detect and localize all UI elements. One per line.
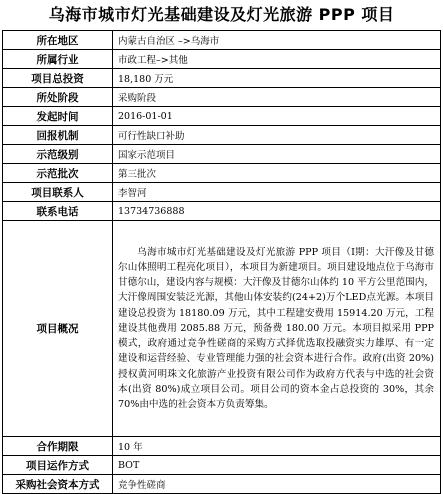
row-label: 项目联系人 [3,183,113,202]
row-label: 采购社会资本方式 [3,475,113,494]
row-value: 内蒙古自治区 –>乌海市 [113,31,441,50]
row-label: 回报机制 [3,126,113,145]
table-row [3,107,441,126]
row-value: 可行性缺口补助 [113,126,441,145]
row-value: 竞争性磋商 [113,475,441,494]
row-value: 第三批次 [113,164,441,183]
row-label: 联系电话 [3,202,113,221]
row-value: 10 年 [113,437,441,456]
table-row-overview [3,221,441,437]
row-value: 市政工程–>其他 [113,50,441,69]
table-row [3,456,441,475]
table-row [3,475,441,494]
row-label: 所在地区 [3,31,113,50]
table-row [3,50,441,69]
row-value: 2016-01-01 [113,107,441,126]
table-row [3,88,441,107]
row-value: 李智河 [113,183,441,202]
row-value: 采购阶段 [113,88,441,107]
table-row [3,437,441,456]
row-label: 所处阶段 [3,88,113,107]
project-info-table [2,30,441,494]
row-label: 发起时间 [3,107,113,126]
row-label: 项目运作方式 [3,456,113,475]
row-value: 18,180 万元 [113,69,441,88]
page-title: 乌海市城市灯光基础建设及灯光旅游 PPP 项目 [48,5,395,24]
overview-text: 乌海市城市灯光基础建设及灯光旅游 PPP 项目（Ⅰ期：大汗像及甘德尔山体照明工程亮化项目），本项目为新建项目。项目建设地点位于乌海市甘德尔山，建设内容与规模：大汗像及甘德尔山体约 10 平方公里范围内，大汗像周围安装泛光源，其他山体安装约(24+2)万个LED点光源。本项目建设总投资为 18180.09 万元，其中工程建安费用 15914.20 万元，工程建设其他费用 2085.88 万元，预备费 180.00 万元。本项目拟采用 PPP 模式，政府通过竞争性磋商的采购方式择优选取投融资实力雄厚、有一定建设和运营经验、专业管理能力强的社会资本进行合作。政府(出资 20%)授权黄河明珠文化旅游产业投资有限公司作为政府方代表与中选的社会资本(出资 80%)成立项目公司。项目公司的资本金占总投资的 30%，其余 70%由中选的社会资本方负责筹集。 [118,246,434,410]
row-label: 项目总投资 [3,69,113,88]
row-label: 示范批次 [3,164,113,183]
table-row [3,164,441,183]
table-row [3,69,441,88]
overview-label: 项目概况 [3,221,113,437]
row-label: 合作期限 [3,437,113,456]
table-row [3,202,441,221]
overview-cell [113,221,441,437]
row-value: 国家示范项目 [113,145,441,164]
table-row [3,183,441,202]
row-label: 所属行业 [3,50,113,69]
table-row [3,145,441,164]
table-row [3,31,441,50]
row-value: 13734736888 [113,202,441,221]
row-label: 示范级别 [3,145,113,164]
table-row [3,126,441,145]
row-value: BOT [113,456,441,475]
